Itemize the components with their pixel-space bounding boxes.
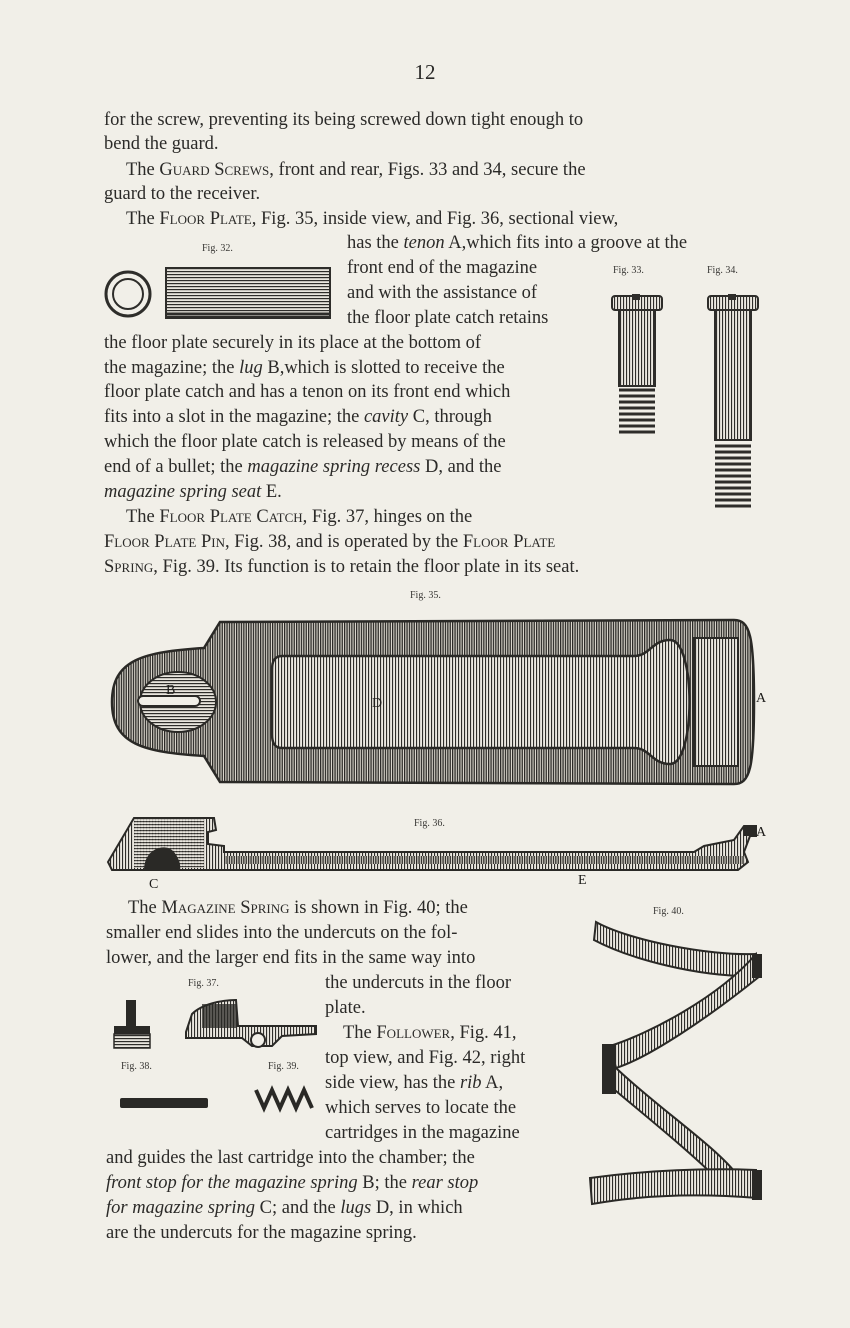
- fig-38-pin-illustration: [110, 996, 156, 1056]
- pin-rod-illustration: [118, 1090, 214, 1114]
- fig-35-label-b: B: [166, 683, 176, 698]
- fig-36-caption: Fig. 36.: [414, 818, 445, 829]
- text-line: The Floor Plate, Fig. 35, inside view, and Fig. 36, sectional view,: [126, 209, 619, 229]
- text-line: the floor plate catch retains: [347, 308, 549, 328]
- fig-36-label-c: C: [149, 877, 159, 892]
- text-line: bend the guard.: [104, 134, 219, 154]
- fig-32-caption: Fig. 32.: [202, 243, 233, 254]
- text-line: the undercuts in the floor: [325, 973, 511, 993]
- text-line: top view, and Fig. 42, right: [325, 1048, 526, 1068]
- fig-35-caption: Fig. 35.: [410, 590, 441, 601]
- text-line: end of a bullet; the magazine spring recess D, and the: [104, 457, 502, 477]
- fig-39-caption: Fig. 39.: [268, 1061, 299, 1072]
- text-line: front stop for the magazine spring B; the rear stop: [106, 1173, 479, 1193]
- text-line: and guides the last cartridge into the chamber; the: [106, 1148, 475, 1168]
- text-line: side view, has the rib A,: [325, 1073, 504, 1093]
- text-line: Spring, Fig. 39. Its function is to retain the floor plate in its seat.: [104, 557, 580, 577]
- fig-37-catch-illustration: [182, 996, 318, 1056]
- fig-35-floor-plate-illustration: [104, 614, 774, 790]
- text-line: cartridges in the magazine: [325, 1123, 520, 1143]
- text-line: magazine spring seat E.: [104, 482, 282, 502]
- text-line: Floor Plate Pin, Fig. 38, and is operated by the Floor Plate: [104, 532, 556, 552]
- fig-32-illustration: [102, 262, 334, 322]
- text-line: for the screw, preventing its being screwed down tight enough to: [104, 110, 584, 130]
- fig-39-spring-illustration: [252, 1084, 316, 1114]
- fig-34-caption: Fig. 34.: [707, 265, 738, 276]
- text-line: The Magazine Spring is shown in Fig. 40; the: [128, 898, 468, 918]
- fig-36-label-a: A: [756, 825, 767, 840]
- text-line: plate.: [325, 998, 366, 1018]
- text-line: guard to the receiver.: [104, 184, 261, 204]
- text-line: for magazine spring C; and the lugs D, in which: [106, 1198, 463, 1218]
- fig-35-label-a: A: [756, 691, 767, 706]
- fig-40-magazine-spring-illustration: [588, 918, 768, 1208]
- text-line: the floor plate securely in its place at the bottom of: [104, 333, 482, 353]
- fig-36-sectional-illustration: [104, 812, 770, 894]
- text-line: The Guard Screws, front and rear, Figs. 33 and 34, secure the: [126, 160, 586, 180]
- fig-38-caption: Fig. 38.: [121, 1061, 152, 1072]
- fig-33-caption: Fig. 33.: [613, 265, 644, 276]
- text-line: has the tenon A,which fits into a groove at the: [347, 233, 688, 253]
- text-line: are the undercuts for the magazine spring.: [106, 1223, 417, 1243]
- fig-36-label-e: E: [578, 873, 587, 888]
- text-line: fits into a slot in the magazine; the cavity C, through: [104, 407, 492, 427]
- text-line: which the floor plate catch is released by means of the: [104, 432, 506, 452]
- text-line: floor plate catch and has a tenon on its front end which: [104, 382, 511, 402]
- fig-33-screw-illustration: [608, 290, 666, 446]
- text-line: which serves to locate the: [325, 1098, 517, 1118]
- text-line: The Floor Plate Catch, Fig. 37, hinges on the: [126, 507, 473, 527]
- text-line: The Follower, Fig. 41,: [343, 1023, 517, 1043]
- page-number: 12: [414, 60, 436, 84]
- text-line: lower, and the larger end fits in the same way into: [106, 948, 476, 968]
- text-line: front end of the magazine: [347, 258, 538, 278]
- fig-40-caption: Fig. 40.: [653, 906, 684, 917]
- fig-37-caption: Fig. 37.: [188, 978, 219, 989]
- text-line: smaller end slides into the undercuts on the fol-: [106, 923, 458, 943]
- fig-35-label-d: D: [372, 696, 383, 711]
- text-line: the magazine; the lug B,which is slotted to receive the: [104, 358, 505, 378]
- text-line: and with the assistance of: [347, 283, 538, 303]
- fig-34-screw-illustration: [704, 290, 762, 520]
